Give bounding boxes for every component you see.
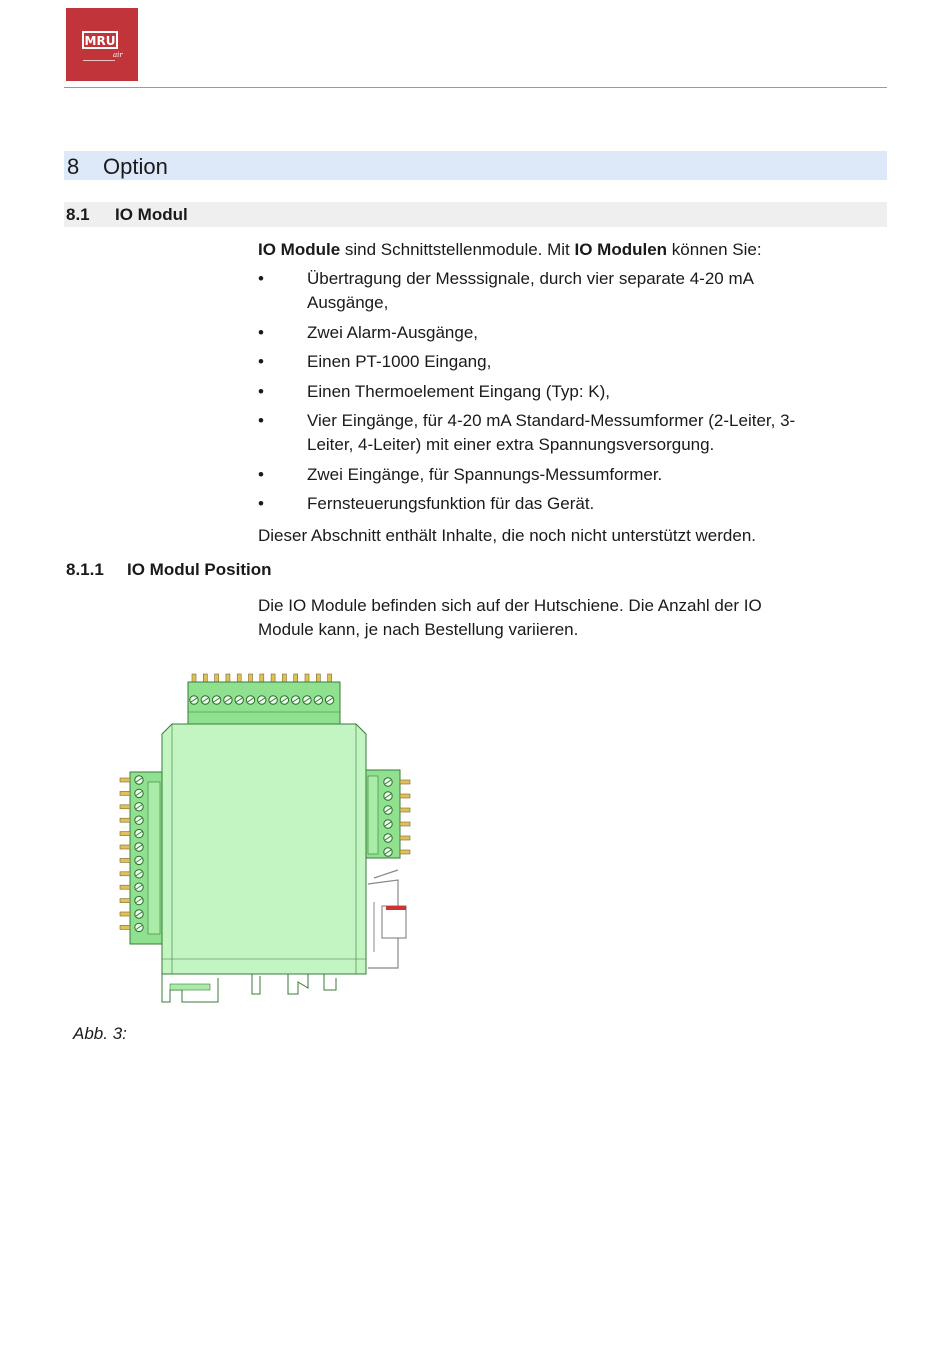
svg-text:MRU: MRU (84, 34, 116, 48)
list-item-line: Einen Thermoelement Eingang (Typ: K), (307, 381, 611, 401)
list-item-line: Zwei Eingänge, für Spannungs-Messumformer. (307, 464, 663, 484)
subsubsection-heading (64, 559, 887, 583)
terminal-pin (400, 822, 410, 826)
list-item (258, 267, 858, 315)
terminal-pin (120, 778, 130, 782)
terminal-pin (120, 925, 130, 929)
subsubsection-number: 8.1.1 (66, 560, 104, 579)
header-divider (64, 87, 887, 88)
logo-mark (66, 8, 138, 81)
section-number: 8 (67, 154, 80, 179)
terminal-pin (400, 836, 410, 840)
svg-text:air: air (113, 51, 123, 59)
terminal-pin (120, 832, 130, 836)
terminal-pin (400, 850, 410, 854)
list-item-line: Zwei Alarm-Ausgänge, (307, 322, 479, 342)
subsection-number: 8.1 (66, 205, 90, 224)
terminal-pin (400, 808, 410, 812)
company-logo (66, 8, 138, 81)
intro-text-2: können Sie: (667, 240, 762, 259)
terminal-pin (120, 845, 130, 849)
terminal-pin (120, 885, 130, 889)
bullet-icon: • (258, 352, 264, 371)
list-item-line: Übertragung der Messsignale, durch vier separate 4-20 mA (307, 269, 754, 288)
list-item-line: Einen PT-1000 Eingang, (307, 352, 492, 371)
terminal-pin (400, 780, 410, 784)
bullet-icon: • (258, 411, 264, 430)
position-paragraph-line: Die IO Module befinden sich auf der Hutschiene. Die Anzahl der IO (258, 596, 762, 615)
terminal-pin (120, 805, 130, 809)
module-housing (162, 724, 366, 974)
intro-bold-term: IO Module (258, 240, 341, 259)
position-paragraph-line: Module kann, je nach Bestellung variieren. (258, 620, 579, 639)
intro-text: sind Schnittstellenmodule. Mit (340, 240, 575, 259)
terminal-pin (120, 791, 130, 795)
section-heading (64, 151, 887, 180)
terminal-pin (120, 818, 130, 822)
bullet-icon: • (258, 381, 264, 401)
list-item-line: Leiter, 4-Leiter) mit einer extra Spannungsversorgung. (307, 435, 715, 454)
list-item (258, 321, 858, 345)
intro-paragraph (258, 238, 762, 262)
bullet-icon: • (258, 464, 264, 484)
bullet-icon: • (258, 269, 264, 288)
section-title: Option (103, 154, 168, 179)
list-item (258, 380, 858, 404)
terminal-pin (120, 912, 130, 916)
terminal-pin (120, 899, 130, 903)
list-item (258, 463, 858, 487)
feature-list (258, 267, 858, 522)
intro-bold-term-2: IO Modulen (574, 240, 668, 259)
bullet-icon: • (258, 322, 264, 342)
unsupported-content-note: Dieser Abschnitt enthält Inhalte, die noch nicht unterstützt werden. (258, 526, 757, 545)
list-item-line: Fernsteuerungsfunktion für das Gerät. (307, 494, 595, 513)
list-item-line: Ausgänge, (307, 293, 389, 312)
list-item (258, 492, 858, 516)
list-item (258, 409, 858, 457)
io-module-drawing (112, 672, 430, 1008)
subsubsection-title: IO Modul Position (127, 560, 272, 579)
figure-caption: Abb. 3: (73, 1024, 127, 1043)
terminal-pin (120, 872, 130, 876)
list-item (258, 350, 858, 374)
io-module-figure (112, 672, 430, 1008)
subsection-title: IO Modul (115, 205, 188, 224)
bullet-icon: • (258, 494, 264, 513)
subsection-heading (64, 202, 887, 227)
terminal-pin (120, 858, 130, 862)
terminal-pin (400, 794, 410, 798)
list-item-line: Vier Eingänge, für 4-20 mA Standard-Messumformer (2-Leiter, 3- (307, 411, 796, 430)
